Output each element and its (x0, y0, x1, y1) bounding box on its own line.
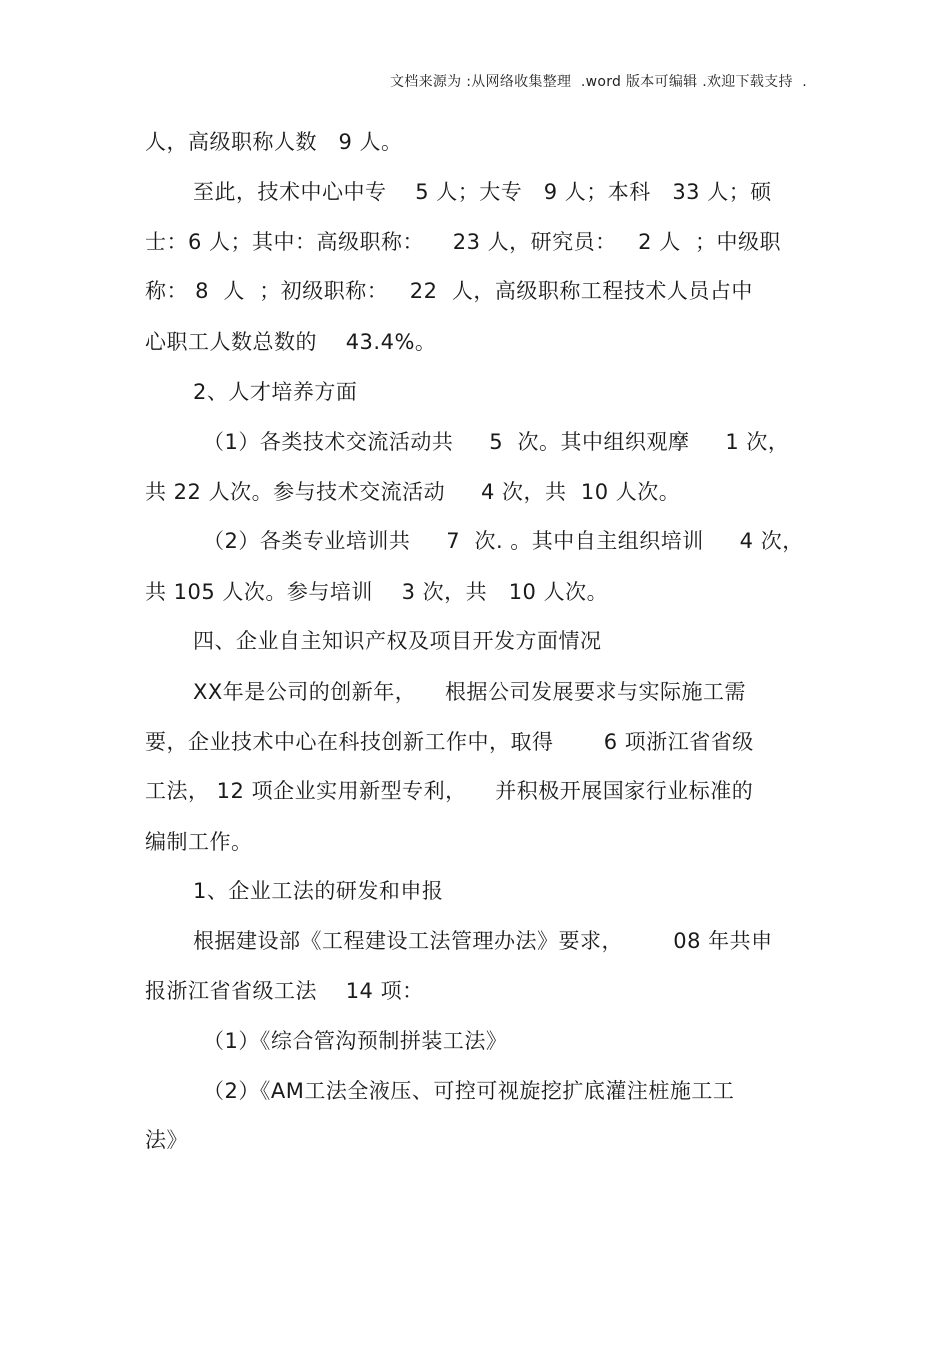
text-line: 要，企业技术中心在科技创新工作中，取得 6 项浙江省省级 (145, 730, 754, 754)
text-line: 称： 8 人 ；初级职称： 22 人，高级职称工程技术人员占中 (145, 279, 753, 303)
text-line: （2）各类专业培训共 7 次. 。其中自主组织培训 4 次， (203, 529, 804, 553)
section-heading: 四、企业自主知识产权及项目开发方面情况 (193, 629, 602, 653)
text-line: 编制工作。 (145, 830, 253, 854)
text-line: 报浙江省省级工法 14 项： (145, 979, 424, 1003)
list-item: （2）《AM工法全液压、可控可视旋挖扩底灌注桩施工工 (203, 1079, 735, 1103)
text-line: 人，高级职称人数 9 人。 (145, 130, 403, 154)
text-line: 心职工人数总数的 43.4%。 (145, 330, 437, 354)
text-line: 士：6 人；其中：高级职称： 23 人，研究员： 2 人 ；中级职 (145, 230, 782, 254)
section-heading: 2、人才培养方面 (193, 380, 358, 404)
section-heading: 1、企业工法的研发和申报 (193, 879, 444, 903)
source-note: 文档来源为 :从网络收集整理 .word 版本可编辑 .欢迎下载支持 . (389, 74, 807, 90)
text-line: 共 105 人次。参与培训 3 次，共 10 人次。 (145, 580, 609, 604)
text-line: 共 22 人次。参与技术交流活动 4 次，共 10 人次。 (145, 480, 681, 504)
text-line: 至此，技术中心中专 5 人；大专 9 人；本科 33 人；硕 (193, 180, 772, 204)
text-line: 工法， 12 项企业实用新型专利， 并积极开展国家行业标准的 (145, 779, 754, 803)
list-item: （1）《综合管沟预制拼装工法》 (203, 1029, 508, 1053)
text-line: 根据建设部《工程建设工法管理办法》要求， 08 年共申 (193, 929, 773, 953)
text-line: XX年是公司的创新年， 根据公司发展要求与实际施工需 (193, 680, 746, 704)
text-line: 法》 (145, 1128, 188, 1152)
text-line: （1）各类技术交流活动共 5 次。其中组织观摩 1 次， (203, 430, 790, 454)
